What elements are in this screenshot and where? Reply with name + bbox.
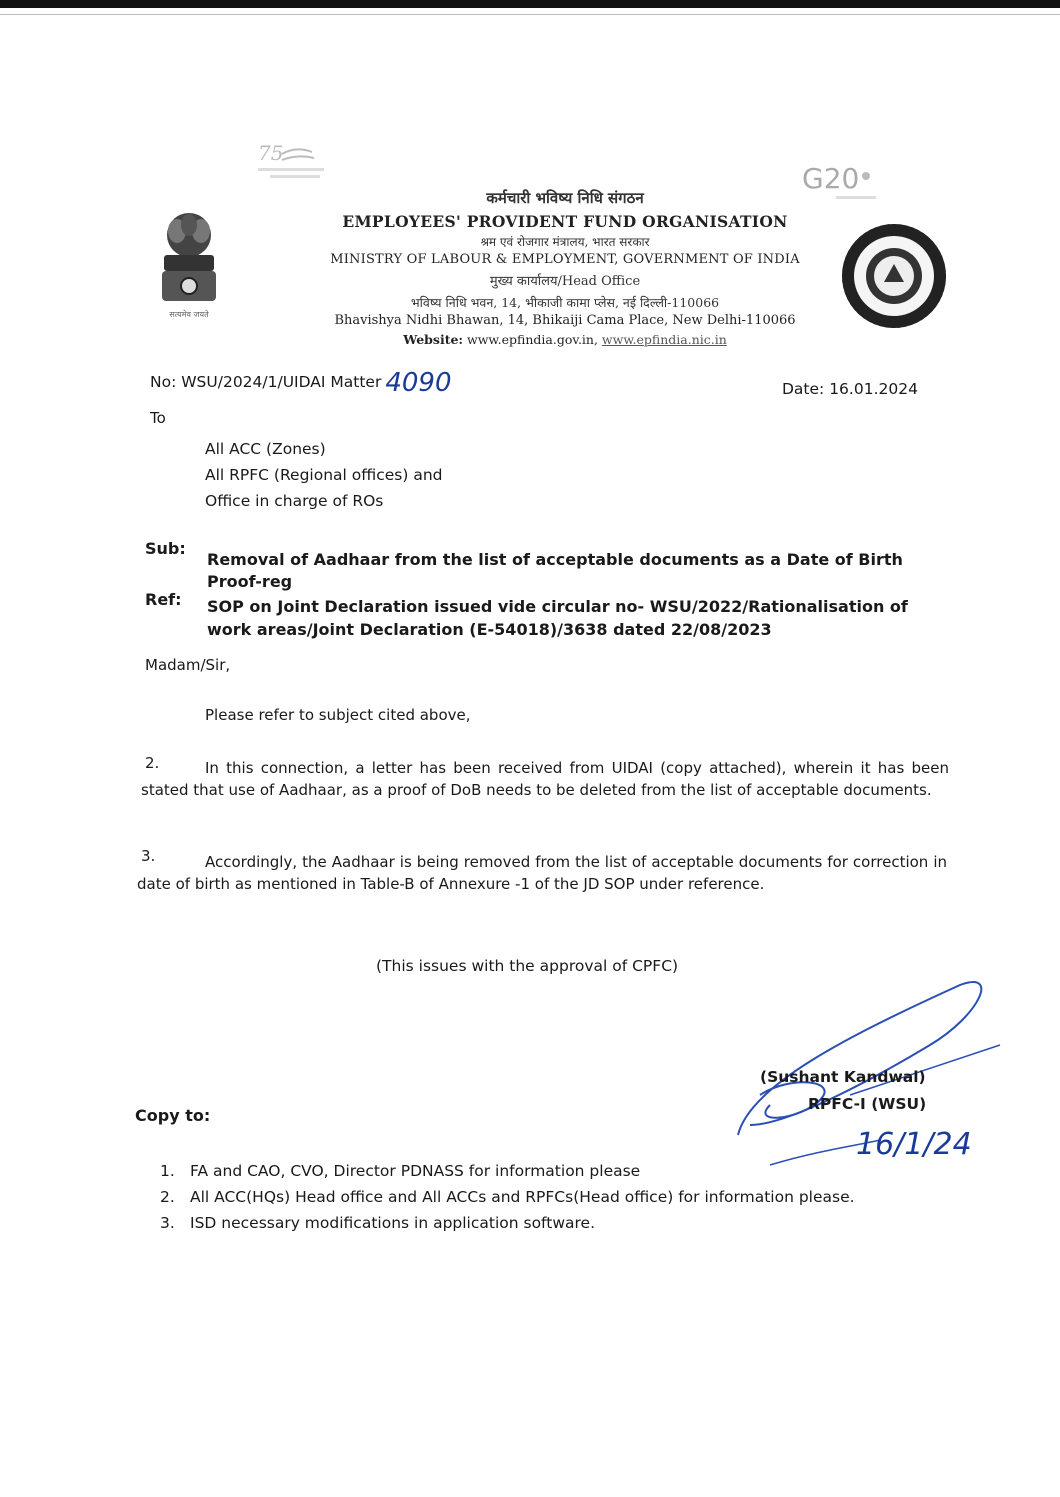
signatory-designation: RPFC-I (WSU) [808,1095,927,1113]
website-line [270,332,860,347]
paragraph-3: Accordingly, the Aadhaar is being removed from the list of acceptable documents for correction in date of birth as mentioned in Table-B of Annexure -1 of the JD SOP under reference. [137,853,947,893]
paragraph-3-number: 3. [141,847,156,865]
salutation: Madam/Sir, [145,656,231,674]
subject-label: Sub: [145,539,186,558]
letter-number-prefix: No: WSU/2024/1/UIDAI Matter [150,373,382,391]
website-link-secondary[interactable]: www.epfindia.nic.in [601,332,727,347]
org-name-english: EMPLOYEES' PROVIDENT FUND ORGANISATION [342,212,788,231]
ministry-english: MINISTRY OF LABOUR & EMPLOYMENT, GOVERNMENT OF INDIA [330,252,800,267]
org-name-hindi: कर्मचारी भविष्य निधि संगठन [486,189,644,207]
signatory-name: (Sushant Kandwal) [760,1068,926,1086]
svg-text:75: 75 [258,141,284,165]
paragraph-2-number: 2. [145,754,160,772]
to-label: To [150,409,166,427]
addressee-line: Office in charge of ROs [205,492,384,510]
list-item: 3. ISD necessary modifications in application software. [160,1214,595,1232]
copy-to-list [160,1160,950,1238]
head-office-label: मुख्य कार्यालय/Head Office [489,274,641,289]
list-item: 1. FA and CAO, CVO, Director PDNASS for information please [160,1162,641,1180]
address-english: Bhavishya Nidhi Bhawan, 14, Bhikaiji Cama Place, New Delhi-110066 [334,313,796,328]
website-link-primary[interactable]: www.epfindia.gov.in, [467,332,598,347]
approval-note: (This issues with the approval of CPFC) [376,957,679,975]
g20-logo-text: G20 [802,162,860,195]
ref-label: Ref: [145,590,182,609]
website-label: Website: [403,332,464,347]
addressee-line: All ACC (Zones) [205,440,326,458]
letter-number [150,368,452,398]
copy-to-heading: Copy to: [135,1106,211,1125]
ministry-hindi: श्रम एवं रोजगार मंत्रालय, भारत सरकार [480,235,650,249]
amrit-mahotsav-logo-icon [252,138,332,182]
scan-top-border [0,0,1060,8]
state-emblem-icon [150,205,228,325]
letter-date: Date: 16.01.2024 [782,380,918,398]
addressee-line: All RPFC (Regional offices) and [205,466,443,484]
paragraph-1: Please refer to subject cited above, [205,706,471,724]
address-hindi: भविष्य निधि भवन, 14, भीकाजी कामा प्लेस, नई दिल्ली-110066 [410,295,720,310]
letter-number-handwritten: 4090 [385,368,452,398]
addressee-block [205,436,443,514]
emblem-caption: सत्यमेव जयते [169,310,209,319]
scan-top-line [0,14,1060,15]
subject-text: Removal of Aadhaar from the list of acceptable documents as a Date of Birth Proof-reg [207,550,903,591]
list-item: 2. All ACC(HQs) Head office and All ACCs and RPFCs(Head office) for information please. [160,1188,855,1206]
paragraph-2: In this connection, a letter has been received from UIDAI (copy attached), wherein it has been stated that use of Aadhaar, as a proof of DoB needs to be deleted from the list of acceptable documents. [141,759,949,799]
signature-date-handwritten: 16/1/24 [856,1127,972,1162]
ref-text: SOP on Joint Declaration issued vide circular no- WSU/2022/Rationalisation of work areas/Joint Declaration (E-54018)/3638 dated 22/08/2023 [207,597,908,639]
